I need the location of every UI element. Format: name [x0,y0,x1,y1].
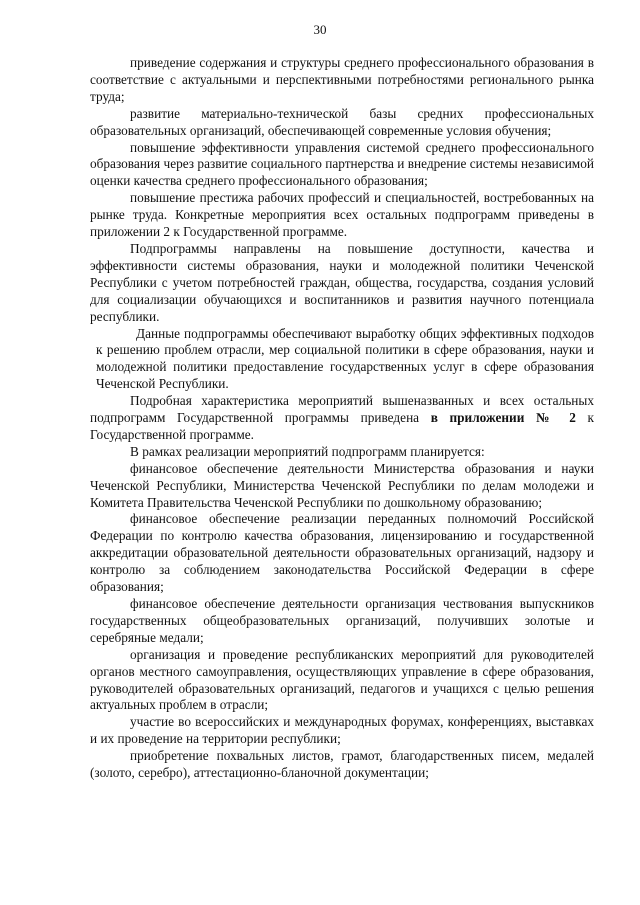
paragraph: развитие материально-технической базы средних профессиональных образовательных организаций, обеспечивающей современные условия обучения; [90,105,594,138]
paragraph: Данные подпрограммы обеспечивают выработку общих эффективных подходов к решению проблем отрасли, мер социальной политики в сфере образования, науки и молодежной политики предоставление государственных услуг в сфере образования Чеченской Республики. [96,325,594,392]
paragraph: приобретение похвальных листов, грамот, благодарственных писем, медалей (золото, серебро), аттестационно-бланочной документации; [90,748,594,781]
page-number: 30 [313,22,327,37]
paragraph-text: к Государственной программе. [90,410,594,442]
paragraph: повышение престижа рабочих профессий и специальностей, востребованных на рынке труда. Конкретные мероприятия всех остальных подпрограмм приведены в приложении 2 к Государственной программе. [90,190,594,240]
paragraph: организация и проведение республиканских мероприятий для руководителей органов местного самоуправления, осуществляющих управление в сфере образования, руководителей образовательных организаций, педагогов и учащихся с целью решения актуальных проблем в отрасли; [90,646,594,713]
paragraph: участие во всероссийских и международных форумах, конференциях, выставках и их проведение на территории республики; [90,714,594,747]
paragraph: финансовое обеспечение деятельности Министерства образования и науки Чеченской Республики, Министерства Чеченской Республики по делам молодежи и Комитета Правительства Чеченской Республики по дошкольному образованию; [90,460,594,510]
appendix-reference: в приложении № 2 [430,410,576,426]
paragraph: В рамках реализации мероприятий подпрограмм планируется: [130,443,485,459]
paragraph: приведение содержания и структуры среднего профессионального образования в соответствие с актуальными и перспективными потребностями регионального рынка труда; [90,55,594,104]
paragraph: финансовое обеспечение деятельности организация чествования выпускников государственных общеобразовательных организаций, получивших золотые и серебряные медали; [90,596,594,645]
paragraph: повышение эффективности управления системой среднего профессионального образования через развитие социального партнерства и внедрение системы независимой оценки качества среднего профессионального образования; [90,139,594,189]
paragraph-text: Подробная характеристика мероприятий вышеназванных и всех остальных подпрограмм Государственной программы приведена [90,393,594,426]
paragraph: Подпрограммы направлены на повышение доступности, качества и эффективности системы образования, науки и молодежной политики Чеченской Республики с учетом потребностей граждан, общества, государства, создания условий для социализации обучающихся и воспитанников и развития научного потенциала республики. [90,240,594,324]
document-body [90,55,594,782]
paragraph [90,393,594,444]
paragraph: финансовое обеспечение реализации переданных полномочий Российской Федерации по контролю качества образования, лицензированию и государственной аккредитации образовательной деятельности образовательных организаций, надзору и контролю за соблюдением законодательства Российской Федерации в сфере образования; [90,511,594,595]
